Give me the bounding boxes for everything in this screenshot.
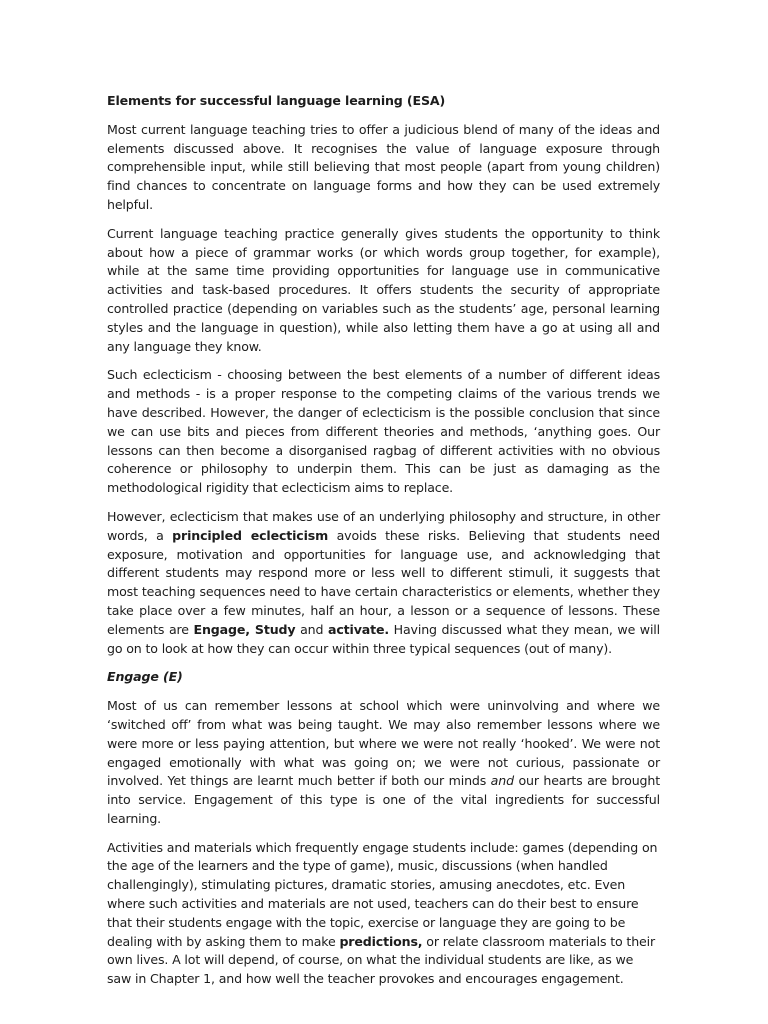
document-title: Elements for successful language learning (ESA) bbox=[107, 93, 446, 108]
paragraph-5-text-2: our hearts are brought into service. Engagement of this type is one of the vital ingredients for successful learning. bbox=[107, 773, 660, 826]
term-activate: activate. bbox=[328, 621, 390, 637]
section-heading-engage: Engage (E) bbox=[107, 669, 183, 685]
paragraph-4-text-1: However, eclecticism that makes use of an underlying philosophy and structure, in other words, a bbox=[107, 508, 660, 543]
term-principled-eclecticism: principled eclecticism bbox=[172, 527, 329, 543]
paragraph-6-text-1: Activities and materials which frequently engage students include: games (depending on the age of the learners and the type of game), music, discussions (when handled challengingly), stimulating pictures, dramatic stories, amusing anecdotes, etc. Even where such activities and materials are not used, teachers can do their best to ensure that their students engage with the topic, exercise or language they are going to be dealing with by asking them to make bbox=[107, 839, 658, 949]
paragraph-6 bbox=[107, 839, 660, 989]
paragraph-2: Current language teaching practice generally gives students the opportunity to think about how a piece of grammar works (or which words group together, for example), while at the same time providing opportunities for language use in communicative activities and task-based procedures. It offers students the security of appropriate controlled practice (depending on variables such as the students’ age, personal learning styles and the language in question), while also letting them have a go at using all and any language they know. bbox=[107, 225, 660, 354]
paragraph-6-text-2: or relate classroom materials to their own lives. A lot will depend, of course, on what the individual students are like, as we saw in Chapter 1, and how well the teacher provokes and encourages engagement. bbox=[107, 933, 655, 987]
paragraph-4 bbox=[107, 508, 660, 658]
paragraph-4-text-4: Having discussed what they mean, we will go on to look at how they can occur within three typical sequences (out of many). bbox=[107, 621, 661, 656]
term-predictions: predictions, bbox=[339, 933, 423, 949]
paragraph-1: Most current language teaching tries to offer a judicious blend of many of the ideas and elements discussed above. It recognises the value of language exposure through comprehensible input, while still believing that most people (apart from young children) find chances to concentrate on language forms and how they can be used extremely helpful. bbox=[107, 121, 660, 212]
paragraph-4-text-2: avoids these risks. Believing that students need exposure, motivation and opportunities for language use, and acknowledging that different students may respond more or less well to different stimuli, it suggests that most teaching sequences need to have certain characteristics or elements, whether they take place over a few minutes, half an hour, a lesson or a sequence of lessons. These elements are bbox=[107, 527, 660, 637]
document-body bbox=[107, 92, 660, 999]
paragraph-3: Such eclecticism - choosing between the best elements of a number of different ideas and methods - is a proper response to the competing claims of the various trends we have described. However, the danger of eclecticism is the possible conclusion that since we can use bits and pieces from different theories and methods, ‘anything goes. Our lessons can then become a disorganised ragbag of different activities with no obvious coherence or philosophy to underpin them. This can be just as damaging as the methodological rigidity that eclecticism aims to replace. bbox=[107, 367, 660, 496]
paragraph-5 bbox=[107, 697, 660, 829]
paragraph-5-text-1: Most of us can remember lessons at school which were uninvolving and where we ‘switched off’ from what was being taught. We may also remember lessons where we were more or less paying attention, but where we were not really ‘hooked’. We were not engaged emotionally with what was going on; we were not curious, passionate or involved. Yet things are learnt much better if both our minds bbox=[107, 698, 660, 789]
paragraph-4-text-3: and bbox=[295, 621, 328, 637]
term-engage-study: Engage, Study bbox=[193, 621, 296, 637]
emphasis-and: and bbox=[490, 773, 514, 789]
